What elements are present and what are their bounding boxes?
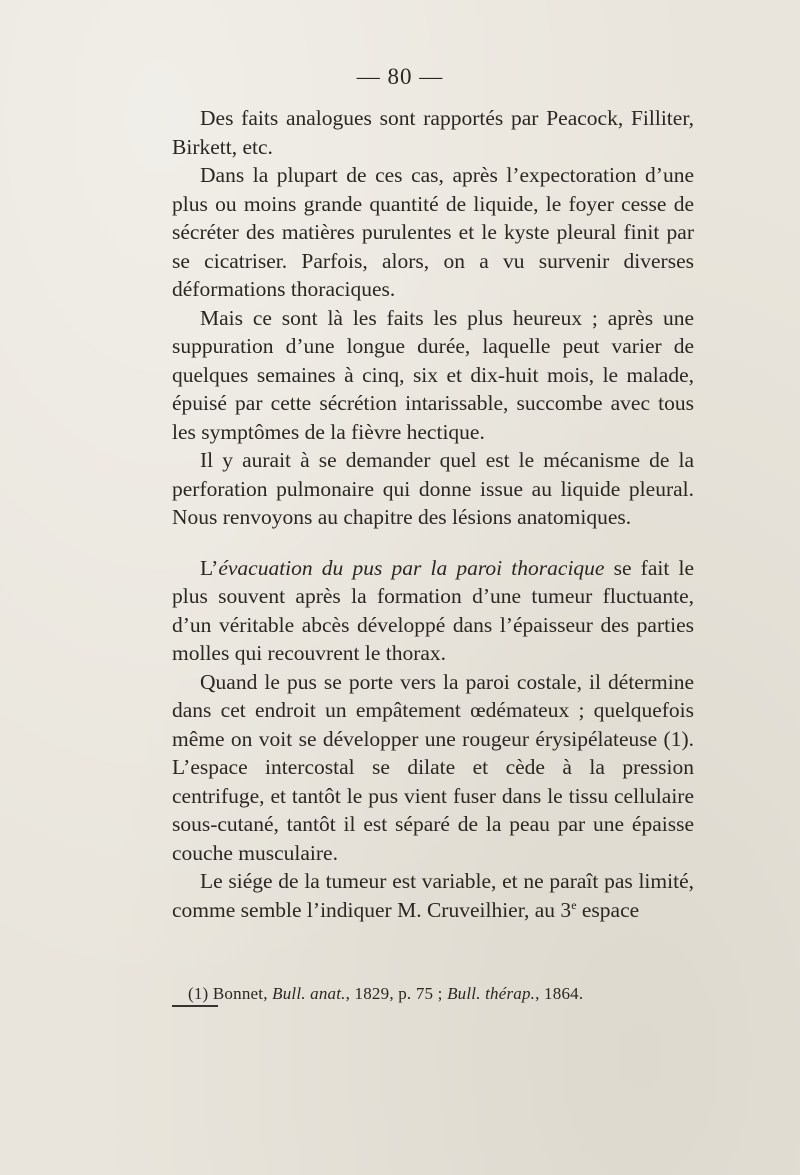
paragraph-lead-italic: évacuation du pus par la paroi thoracique	[218, 555, 605, 580]
paragraph: Des faits analogues sont rapportés par Peacock, Filliter, Birkett, etc.	[172, 106, 694, 159]
page-number-header: — 80 —	[356, 64, 444, 89]
paragraph-text: Le siége de la tumeur est variable, et ne paraît pas limité, comme semble l’indiquer M. Cruveilhier, au 3	[172, 869, 694, 922]
paragraph: Dans la plupart de ces cas, après l’expectoration d’une plus ou moins grande quantité de liquide, le foyer cesse de sécréter des matières purulentes et le kyste pleural finit par se cicatriser. Parfois, alors, on a vu survenir diverses déformations thoraciques.	[172, 163, 694, 301]
paragraph-rest: se fait le plus souvent après la formation d’une tumeur fluctuante, d’un véritable abcès développé dans l’épaisseur des parties molles qui recouvrent le thorax.	[172, 555, 694, 665]
footnote-author: Bonnet,	[208, 984, 273, 1003]
paragraph: Il y aurait à se demander quel est le mécanisme de la perforation pulmonaire qui donne issue au liquide pleural. Nous renvoyons au chapitre des lésions anatomiques.	[172, 448, 694, 529]
paragraph-lead-plain: L’	[200, 555, 219, 580]
footnote-text: , 1829, p. 75 ;	[345, 984, 448, 1003]
paragraph-evacuation	[172, 554, 694, 668]
paragraph	[172, 867, 694, 924]
footnote-marker: (1)	[188, 984, 209, 1003]
paragraph: Mais ce sont là les faits les plus heureux ; après une suppuration d’une longue durée, laquelle peut varier de quelques semaines à cinq, six et dix-huit mois, le malade, épuisé par cette sécrétion intarissable, succombe avec tous les symptômes de la fièvre hectique.	[172, 305, 694, 444]
paragraph-text: espace	[576, 897, 640, 922]
superscript: e	[571, 897, 577, 912]
footnote-rule	[172, 1005, 218, 1007]
body-text	[172, 104, 694, 924]
footnote-ref: Bull. thérap.	[447, 984, 536, 1003]
paragraph: Quand le pus se porte vers la paroi costale, il détermine dans cet endroit un empâtement œdémateux ; quelquefois même on voit se développer une rougeur érysipélateuse (1). L’espace intercostal se dilate et cède à la pression centrifuge, et tantôt le pus vient fuser dans le tissu cellulaire sous-cutané, tantôt il est séparé de la peau par une épaisse couche musculaire.	[172, 669, 694, 865]
footnote-ref: Bull. anat.	[272, 984, 346, 1003]
footnote	[188, 983, 708, 1005]
footnote-text: , 1864.	[535, 984, 584, 1003]
